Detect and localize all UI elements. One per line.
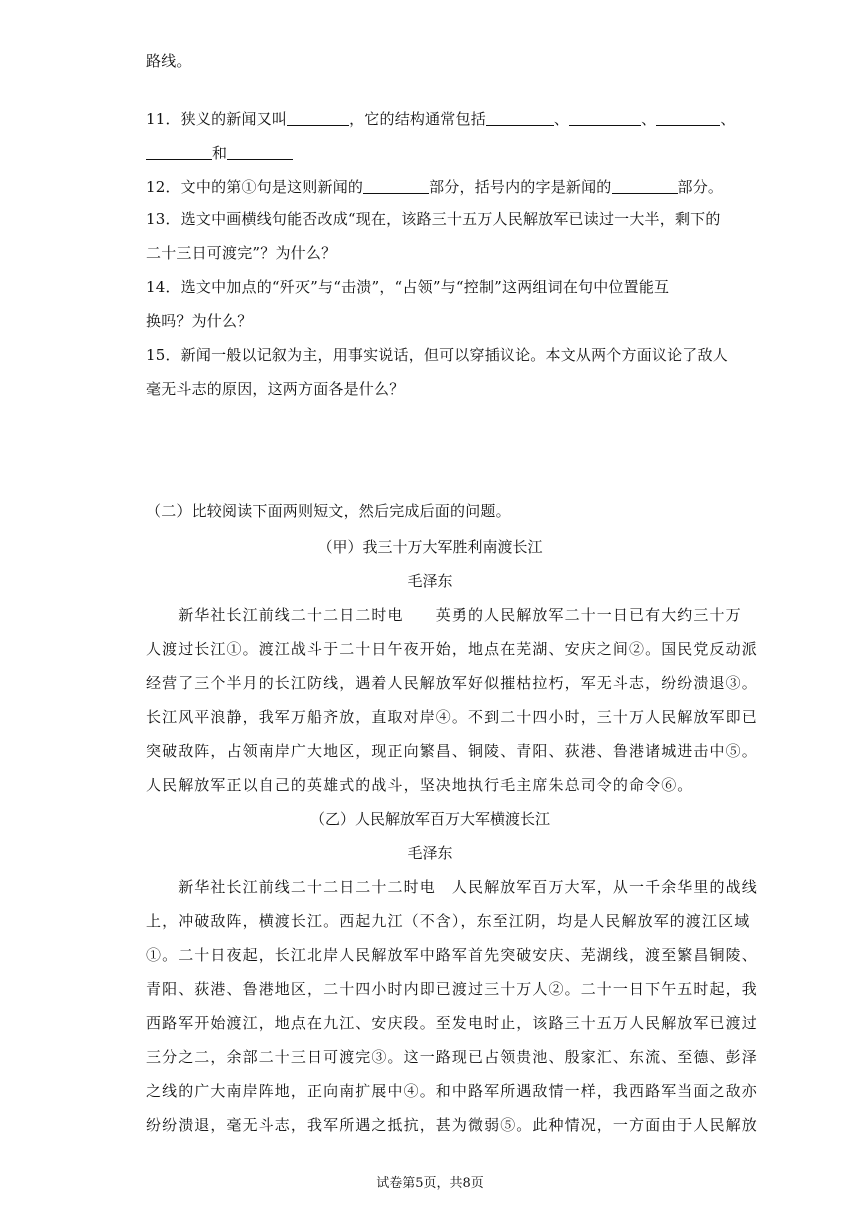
passage-b-line: 新华社长江前线二十二日二十二时电 人民解放军百万大军，从一千余华里的战线 [146,878,758,896]
passage-b-line: 三分之二，余部二十三日可渡完③。这一路现已占领贵池、殷家汇、东流、至德、彭泽 [146,1048,758,1066]
passage-a-line: 突破敌阵，占领南岸广大地区，现正向繁昌、铜陵、青阳、荻港、鲁港诸城进击中⑤。 [146,742,758,760]
question-14: 14．选文中加点的“歼灭”与“击溃”，“占领”与“控制”这两组词在句中位置能互 [146,278,670,296]
q11-text: 11．狭义的新闻又叫 [146,110,288,128]
passage-b-line: 之线的广大南岸阵地，正向南扩展中④。和中路军所遇敌情一样，我西路军当面之敌亦 [146,1082,758,1100]
passage-b-line: ①。二十日夜起，长江北岸人民解放军中路军首先突破安庆、芜湖线，渡至繁昌铜陵、 [146,946,758,964]
passage-b-title: （乙）人民解放军百万大军横渡长江 [309,810,550,828]
page-footer: 试卷第5页，共8页 [376,1176,484,1191]
passage-a-line: 人渡过长江①。渡江战斗于二十日午夜开始，地点在芜湖、安庆之间②。国民党反动派 [146,640,758,658]
answer-blank[interactable] [146,145,212,160]
question-15: 15．新闻一般以记叙为主，用事实说话，但可以穿插议论。本文从两个方面议论了敌人 [146,346,728,364]
q11-sep: 、 [641,110,657,128]
passage-b-author: 毛泽东 [407,844,453,862]
passage-a-line: 经营了三个半月的长江防线，遇着人民解放军好似摧枯拉朽，军无斗志，纷纷溃退③。 [146,674,758,692]
question-15-cont: 毫无斗志的原因，这两方面各是什么？ [146,380,405,398]
question-13: 13．选文中画横线句能否改成“现在，该路三十五万人民解放军已读过一大半，剩下的 [146,210,721,228]
section-heading: （二）比较阅读下面两则短文，然后完成后面的问题。 [146,502,511,520]
q12-text: 12．文中的第①句是这则新闻的 [146,178,364,196]
answer-blank[interactable] [287,111,349,126]
passage-a-line: 人民解放军正以自己的英雄式的战斗，坚决地执行毛主席朱总司令的命令⑥。 [146,776,694,794]
passage-b-line: 纷纷溃退，毫无斗志，我军所遇之抵抗，甚为微弱⑤。此种情况，一方面由于人民解放 [146,1116,758,1134]
q12-text: 部分。 [677,178,724,196]
question-14-cont: 换吗？为什么？ [146,312,253,330]
answer-blank[interactable] [227,145,293,160]
answer-blank[interactable] [486,111,554,126]
question-11-cont [146,142,716,163]
question-13-cont: 二十三日可渡完”？为什么？ [146,244,337,262]
text-line: 路线。 [146,52,192,70]
q12-text: 部分，括号内的字是新闻的 [429,178,612,196]
q11-sep: 、 [553,110,570,128]
question-11 [146,108,736,129]
passage-b-line: 青阳、荻港、鲁港地区，二十四小时内即已渡过三十万人②。二十一日下午五时起，我 [146,980,758,998]
question-12 [146,176,724,197]
passage-b-line: 上，冲破敌阵，横渡长江。西起九江（不含），东至江阴，均是人民解放军的渡江区域 [146,912,751,930]
passage-a-line: 新华社长江前线二十二日二时电 英勇的人民解放军二十一日已有大约三十万 [146,606,742,624]
answer-blank[interactable] [656,111,720,126]
answer-blank[interactable] [569,111,641,126]
answer-blank[interactable] [363,179,429,194]
q11-text: ，它的结构通常包括 [349,110,486,128]
passage-b-line: 西路军开始渡江，地点在九江、安庆段。至发电时止，该路三十五万人民解放军已渡过 [146,1014,758,1032]
passage-a-line: 长江风平浪静，我军万船齐放，直取对岸④。不到二十四小时，三十万人民解放军即已 [146,708,758,726]
q11-sep: 、 [720,110,736,128]
q11-and: 和 [212,144,228,162]
answer-blank[interactable] [612,179,678,194]
passage-a-title: （甲）我三十万大军胜利南渡长江 [317,538,543,556]
passage-a-author: 毛泽东 [407,572,453,590]
